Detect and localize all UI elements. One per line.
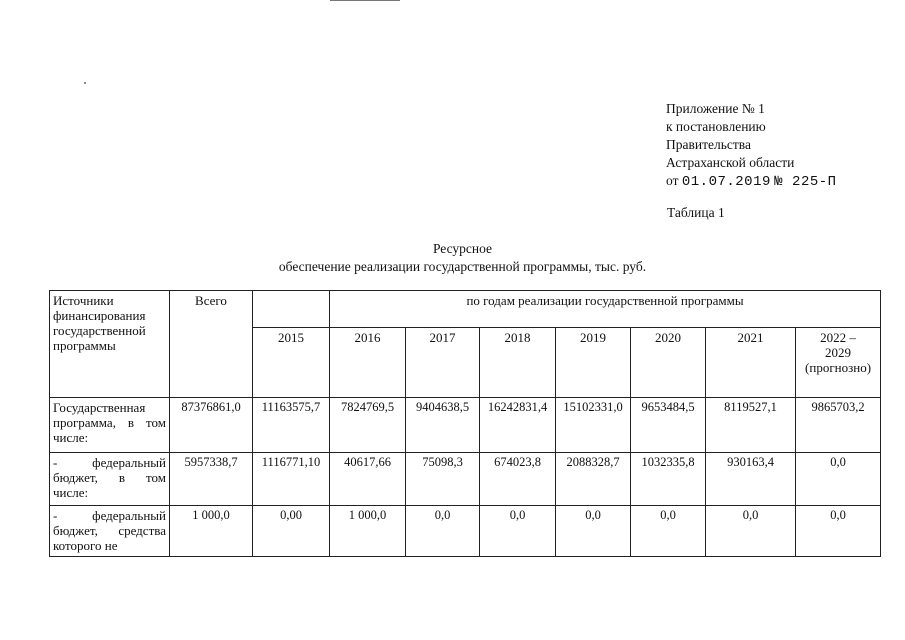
appendix-line: Правительства — [666, 137, 751, 152]
year-2022-2029 — [796, 328, 881, 398]
value-2018: 0,0 — [480, 506, 556, 557]
appendix-line: Приложение № 1 — [666, 101, 765, 116]
value-2015: 0,00 — [253, 506, 330, 557]
value-2018: 674023,8 — [480, 453, 556, 506]
table-label: Таблица 1 — [667, 205, 725, 220]
header-total: Всего — [170, 291, 253, 398]
value-2016: 1 000,0 — [330, 506, 406, 557]
header-row — [50, 291, 881, 328]
value-2022-2029: 0,0 — [796, 453, 881, 506]
value-2021: 8119527,1 — [706, 398, 796, 453]
value-2020: 1032335,8 — [631, 453, 706, 506]
year-range-start: 2022 – — [820, 330, 856, 345]
document-subtitle: обеспечение реализации государственной программы, тыс. руб. — [278, 259, 647, 274]
row-source: - федеральный бюджет, в том числе: — [50, 453, 170, 506]
value-2016: 40617,66 — [330, 453, 406, 506]
year-range-end: 2029 — [825, 345, 852, 360]
value-2021: 930163,4 — [706, 453, 796, 506]
value-2017: 0,0 — [406, 506, 480, 557]
value-2018: 16242831,4 — [480, 398, 556, 453]
value-total: 5957338,7 — [170, 453, 253, 506]
value-2016: 7824769,5 — [330, 398, 406, 453]
value-2019: 2088328,7 — [556, 453, 631, 506]
value-total: 87376861,0 — [170, 398, 253, 453]
document-title: Ресурсное — [432, 241, 493, 256]
value-2020: 0,0 — [631, 506, 706, 557]
year-2016: 2016 — [330, 328, 406, 398]
scan-artifact-dot — [84, 82, 86, 84]
header-source: Источники финансирования государственной программы — [50, 291, 170, 398]
year-2018: 2018 — [480, 328, 556, 398]
header-empty-cell — [253, 291, 330, 328]
value-2019: 15102331,0 — [556, 398, 631, 453]
value-2022-2029: 0,0 — [796, 506, 881, 557]
table-row — [50, 506, 881, 557]
year-2019: 2019 — [556, 328, 631, 398]
value-2022-2029: 9865703,2 — [796, 398, 881, 453]
appendix-block — [666, 100, 837, 191]
year-2017: 2017 — [406, 328, 480, 398]
header-by-years: по годам реализации государственной программы — [330, 291, 881, 328]
row-source: - федеральный бюджет, средства которого не — [50, 506, 170, 557]
value-2019: 0,0 — [556, 506, 631, 557]
value-2020: 9653484,5 — [631, 398, 706, 453]
value-2015: 11163575,7 — [253, 398, 330, 453]
appendix-line: Астраханской области — [666, 155, 795, 170]
table-row — [50, 398, 881, 453]
appendix-line: к постановлению — [666, 119, 766, 134]
resolution-number: № 225-П — [774, 174, 837, 190]
date-prefix: от — [666, 173, 679, 188]
row-source: Государственная программа, в том числе: — [50, 398, 170, 453]
value-2021: 0,0 — [706, 506, 796, 557]
appendix-date-line — [666, 172, 837, 191]
scan-artifact — [330, 0, 400, 1]
value-2017: 75098,3 — [406, 453, 480, 506]
resolution-date: 01.07.2019 — [681, 174, 771, 190]
table-row — [50, 453, 881, 506]
year-2015: 2015 — [253, 328, 330, 398]
value-2017: 9404638,5 — [406, 398, 480, 453]
year-2020: 2020 — [631, 328, 706, 398]
value-2015: 1116771,10 — [253, 453, 330, 506]
year-2021: 2021 — [706, 328, 796, 398]
resource-table — [49, 290, 881, 557]
value-total: 1 000,0 — [170, 506, 253, 557]
year-forecast-note: (прогнозно) — [805, 360, 872, 375]
